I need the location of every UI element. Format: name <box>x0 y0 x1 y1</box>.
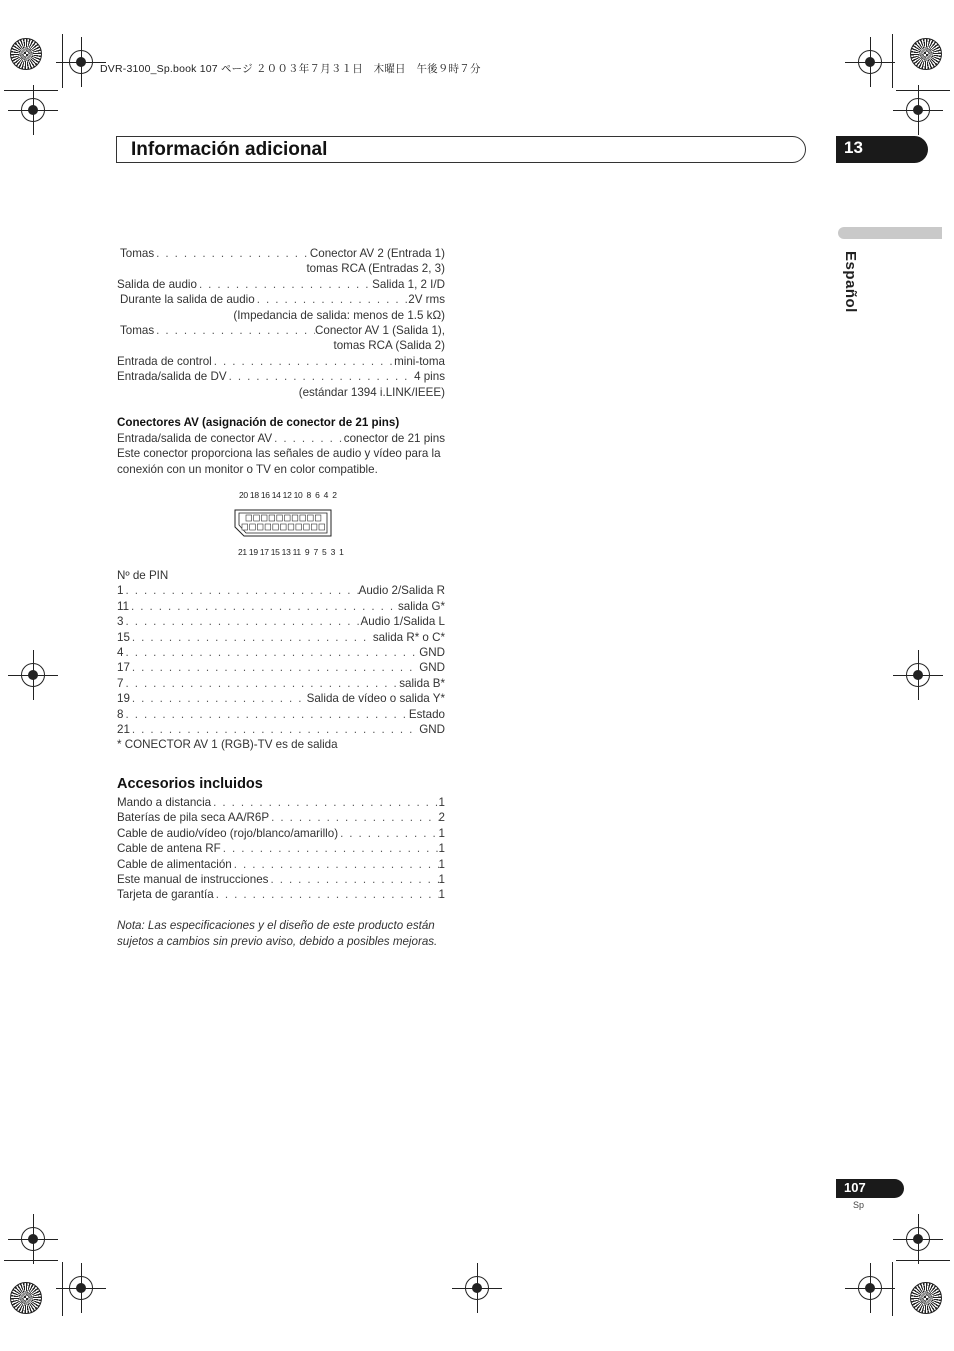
connector-pin <box>304 524 310 530</box>
spec-value: Conector AV 2 (Entrada 1) <box>309 247 445 260</box>
spec-value: Salida 1, 2 I/D <box>372 277 445 291</box>
accessory-row-value: 1 <box>438 842 445 856</box>
registration-mark-right-mid <box>906 663 930 687</box>
accessory-row <box>117 857 445 872</box>
spec-value: conector de 21 pins <box>343 432 445 445</box>
leader-dots <box>338 826 438 841</box>
pin-row <box>117 676 445 691</box>
pin-row <box>117 583 445 598</box>
leader-dots <box>212 354 394 369</box>
connector-pin <box>277 515 283 521</box>
registration-mark-left-bottom <box>21 1227 45 1251</box>
leader-dots <box>154 323 315 338</box>
accessory-row <box>117 826 445 841</box>
accessories-block <box>117 776 445 903</box>
spec-label: Entrada/salida de DV <box>117 370 227 384</box>
spec-label: Entrada de control <box>117 354 212 368</box>
spec-label: Entrada/salida de conector AV <box>117 432 273 445</box>
spec-row <box>117 431 445 446</box>
leader-dots <box>154 246 310 261</box>
pin-row <box>117 707 445 722</box>
spec-row <box>117 354 445 369</box>
accessory-row-label: Cable de audio/vídeo (rojo/blanco/amarillo) <box>117 826 339 840</box>
connector-pin <box>257 524 263 530</box>
leader-dots <box>123 645 419 660</box>
leader-dots <box>130 660 419 675</box>
spec-label: Tomas <box>120 323 155 337</box>
accessory-row-value: 1 <box>438 796 445 809</box>
pin-row <box>117 691 445 706</box>
crop-line <box>892 1262 893 1316</box>
pin-footnote: * CONECTOR AV 1 (RGB)-TV es de salida <box>117 738 338 752</box>
spec-value: mini-toma <box>394 354 445 368</box>
connector-pin <box>254 515 260 521</box>
pin-row-value: salida B* <box>399 676 445 690</box>
connector-pin <box>242 524 248 530</box>
accessory-row-value: 1 <box>438 826 445 840</box>
spec-value: tomas RCA (Salida 2) <box>333 339 445 353</box>
pin-list <box>117 568 445 753</box>
connector-pin <box>281 524 287 530</box>
registration-mark-bottom-center <box>465 1276 489 1300</box>
section-title-bar <box>116 136 806 163</box>
accessory-row-value: 1 <box>438 888 445 902</box>
pin-row-label: 1 <box>117 584 124 598</box>
spec-row <box>117 292 445 307</box>
pin-row <box>117 660 445 675</box>
spec-row <box>117 369 445 384</box>
page-number: 107 <box>836 1179 904 1198</box>
spec-label: Tomas <box>120 247 155 260</box>
crop-line <box>4 1260 58 1261</box>
accessory-row-value: 1 <box>438 872 445 886</box>
pin-row-value: Audio 1/Salida L <box>360 615 445 629</box>
connector-pin <box>308 515 314 521</box>
accessory-row-label: Cable de antena RF <box>117 842 221 856</box>
leader-dots <box>129 599 398 614</box>
pin-row-label: 19 <box>117 692 130 706</box>
scart-connector-diagram <box>232 507 334 539</box>
registration-mark-bottom-left <box>69 1276 93 1300</box>
pin-row-value: salida R* o C* <box>372 630 445 644</box>
chapter-number: 13 <box>836 136 928 163</box>
connector-pin <box>319 524 325 530</box>
registration-mark-bottom-right <box>858 1276 882 1300</box>
pin-row <box>117 614 445 629</box>
leader-dots <box>123 707 408 722</box>
crop-burst-bottom-right <box>910 1282 942 1314</box>
leader-dots <box>123 614 360 629</box>
av-connectors-block <box>117 415 452 477</box>
pin-row-label: 21 <box>117 722 130 736</box>
crop-line <box>62 34 63 88</box>
pin-row-value: GND <box>419 661 445 675</box>
accessory-row <box>117 810 445 825</box>
connector-pin <box>300 515 306 521</box>
crop-line <box>896 90 950 91</box>
crop-burst-top-right <box>910 38 942 70</box>
accessory-row-label: Mando a distancia <box>117 796 212 809</box>
pin-row-value: Audio 2/Salida R <box>358 584 445 598</box>
leader-dots <box>221 841 439 856</box>
pin-row-value: Salida de vídeo o salida Y* <box>306 692 445 706</box>
leader-dots <box>197 277 372 292</box>
spec-row-continued <box>117 308 445 323</box>
connector-pin <box>269 515 275 521</box>
pin-numbers-top: 20 18 16 14 12 10 8 6 4 2 <box>239 490 337 500</box>
spec-row <box>117 246 445 261</box>
leader-dots <box>130 722 419 737</box>
leader-dots <box>269 810 438 825</box>
spec-row-continued <box>117 261 445 276</box>
pin-row-label: 8 <box>117 707 124 721</box>
spec-row-continued <box>117 338 445 353</box>
accessory-row-label: Este manual de instrucciones <box>117 872 269 886</box>
pin-row <box>117 599 445 614</box>
spec-value: tomas RCA (Entradas 2, 3) <box>306 262 445 276</box>
connector-pin <box>311 524 317 530</box>
connector-pin <box>288 524 294 530</box>
disclaimer-note: Nota: Las especificaciones y el diseño de este producto están sujetos a cambios sin previo aviso, debido a posibles mejoras. <box>117 919 438 948</box>
section-title: Información adicional <box>131 139 328 160</box>
crop-line <box>62 1262 63 1316</box>
spec-row <box>117 323 445 338</box>
connector-pin <box>285 515 291 521</box>
registration-mark-left-mid <box>21 663 45 687</box>
leader-dots <box>130 630 373 645</box>
pin-row <box>117 645 445 660</box>
pin-row-label: 7 <box>117 676 124 690</box>
registration-mark-right-top <box>906 98 930 122</box>
pin-row-label: 17 <box>117 661 130 675</box>
connector-pin <box>315 515 321 521</box>
leader-dots <box>232 857 439 872</box>
spec-label: Salida de audio <box>117 277 197 291</box>
page-language-code: Sp <box>853 1200 865 1210</box>
accessory-row-value: 1 <box>438 857 445 871</box>
spec-value: 4 pins <box>414 370 445 384</box>
crop-burst-bottom-left <box>10 1282 42 1314</box>
pin-row-value: GND <box>419 722 445 736</box>
spec-value: (estándar 1394 i.LINK/IEEE) <box>298 385 445 399</box>
connector-pin <box>292 515 298 521</box>
crop-line <box>896 1260 950 1261</box>
connector-pin <box>296 524 302 530</box>
registration-mark-left-top <box>21 98 45 122</box>
registration-mark-top-right <box>858 50 882 74</box>
pin-row-value: GND <box>419 645 445 659</box>
spec-value: 2V rms <box>408 293 445 307</box>
pin-row-label: 15 <box>117 630 130 644</box>
leader-dots <box>130 691 307 706</box>
av-connectors-description: Este conector proporciona las señales de audio y vídeo para la conexión con un monitor o TV en color compatible. <box>117 447 441 476</box>
pin-row <box>117 722 445 737</box>
language-label: Español <box>842 251 859 313</box>
pin-row-value: salida G* <box>397 599 445 613</box>
leader-dots <box>268 872 438 887</box>
leader-dots <box>272 431 344 446</box>
pin-row-label: 3 <box>117 615 124 629</box>
spec-label: Durante la salida de audio <box>120 293 255 307</box>
leader-dots <box>214 887 439 902</box>
spec-value: (Impedancia de salida: menos de 1.5 kΩ) <box>233 308 445 322</box>
print-job-header: DVR-3100_Sp.book 107 ページ ２００３年７月３１日 木曜日 午後９時７分 <box>100 63 481 75</box>
leader-dots <box>227 369 414 384</box>
accessory-row-label: Baterías de pila seca AA/R6P <box>117 811 270 825</box>
leader-dots <box>123 676 399 691</box>
pin-row <box>117 630 445 645</box>
accessory-row <box>117 841 445 856</box>
leader-dots <box>123 583 358 598</box>
pin-row-value: Estado <box>408 707 445 721</box>
accessory-row-label: Cable de alimentación <box>117 857 232 871</box>
leader-dots <box>255 292 409 307</box>
connector-pin <box>250 524 256 530</box>
registration-mark-top-left <box>69 50 93 74</box>
leader-dots <box>211 795 438 810</box>
connector-pin <box>261 515 267 521</box>
pin-row-label: 4 <box>117 645 124 659</box>
av-connectors-heading: Conectores AV (asignación de conector de 21 pins) <box>117 416 400 429</box>
accessory-row-value: 2 <box>438 811 445 825</box>
crop-line <box>892 34 893 88</box>
connector-pin <box>246 515 252 521</box>
connector-pin <box>273 524 279 530</box>
spec-row-continued <box>117 385 445 400</box>
pin-numbers-bottom: 21 19 17 15 13 11 9 7 5 3 1 <box>238 547 344 557</box>
spec-value: Conector AV 1 (Salida 1), <box>315 323 445 337</box>
accessory-row-label: Tarjeta de garantía <box>117 888 214 902</box>
accessories-heading: Accesorios incluidos <box>117 776 263 792</box>
accessory-row <box>117 795 445 810</box>
crop-line <box>4 90 58 91</box>
language-tab <box>838 227 942 239</box>
crop-burst-top-left <box>10 38 42 70</box>
spec-row <box>117 277 445 292</box>
pin-row-label: 11 <box>117 599 130 613</box>
accessory-row <box>117 872 445 887</box>
accessory-row <box>117 887 445 902</box>
connector-pin <box>265 524 271 530</box>
registration-mark-right-bottom <box>906 1227 930 1251</box>
pin-list-heading: Nº de PIN <box>117 569 169 582</box>
specs-block <box>117 246 445 400</box>
